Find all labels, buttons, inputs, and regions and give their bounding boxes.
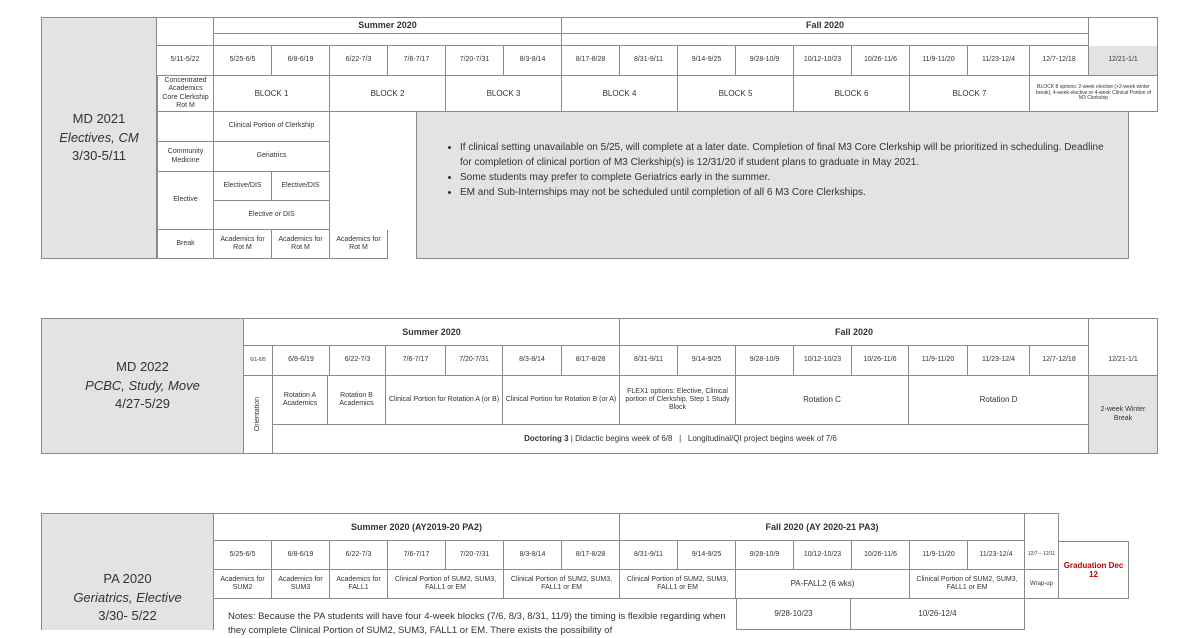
md2022-flex1: FLEX1 options: Elective, Clinical portion of Clerkship, Step 1 Study Block: [620, 376, 736, 425]
md2022-label-panel: [41, 318, 244, 454]
pa2020-graduation: Graduation Dec 12: [1059, 541, 1129, 599]
md2021-week-cell: 12/7-12/18: [1030, 46, 1089, 76]
pa2020-range-1: 9/28-10/23: [736, 599, 851, 630]
md2021-week-cell: 9/28-10/9: [736, 46, 794, 76]
md2022-rotation-a-academics: Rotation A Academics: [273, 376, 328, 425]
md2021-week-cell: 7/20-7/31: [446, 46, 504, 76]
md2022-title: MD 2022: [116, 358, 169, 374]
md2021-block-8-note: BLOCK 8 options: 2-week elective (+2-week winter break), 4-week elective or 4-week Clinical Portion of M3 Clerkship: [1030, 76, 1158, 112]
md2021-academics-rot-m-1: Academics for Rot M: [214, 230, 272, 259]
md2022-week-cell: 8/17-8/28: [562, 346, 620, 376]
md2021-week-cell: 11/9-11/20: [910, 46, 968, 76]
md2021-block-3: BLOCK 3: [446, 76, 562, 112]
md2021-label-panel: [41, 17, 157, 259]
md2021-block-4: BLOCK 4: [562, 76, 678, 112]
md2022-doctoring-title: Doctoring 3: [524, 434, 569, 444]
pa2020-range-2: 10/26-12/4: [851, 599, 1025, 630]
pa2020-week-cell: 7/6-7/17: [388, 541, 446, 570]
md2021-header-spacer: [157, 17, 214, 46]
md2022-week-cell: 12/7-12/18: [1030, 346, 1089, 376]
pa2020-week-cell: 10/12-10/23: [794, 541, 852, 570]
md2021-week-cell: 8/17-8/28: [562, 46, 620, 76]
md2022-summer-header: Summer 2020: [244, 318, 620, 346]
md2021-week-cell: 8/3-8/14: [504, 46, 562, 76]
pa2020-week-cell: 8/17-8/28: [562, 541, 620, 570]
md2022-week-cell: 10/12-10/23: [794, 346, 852, 376]
md2022-rotation-d: Rotation D: [909, 376, 1089, 425]
md2022-subtitle: PCBC, Study, Move: [85, 377, 200, 393]
pa2020-week-cell: 9/28-10/9: [736, 541, 794, 570]
md2021-week-cell: 6/8-6/19: [272, 46, 330, 76]
pa2020-week-cell: 6/22-7/3: [330, 541, 388, 570]
md2021-summer-header: Summer 2020: [214, 17, 562, 34]
md2022-week-cell: 6/22-7/3: [330, 346, 386, 376]
pa2020-title: PA 2020: [103, 570, 152, 586]
md2021-week-cell: 6/22-7/3: [330, 46, 388, 76]
md2022-week-cell: 6/1-6/5: [244, 346, 273, 376]
pa2020-header-right: [1025, 513, 1059, 541]
md2022-week-cell: 8/3-8/14: [503, 346, 562, 376]
md2021-fall-header: Fall 2020: [562, 17, 1089, 34]
md2021-note-3: • EM and Sub-Internships may not be scheduled until completion of all 6 M3 Core Clerkships.: [460, 185, 1104, 200]
pa2020-subtitle: Geriatrics, Elective: [73, 589, 182, 605]
pa2020-clinical-2: Clinical Portion of SUM2, SUM3, FALL1 or EM: [504, 570, 620, 599]
md2021-block-1: BLOCK 1: [214, 76, 330, 112]
pa2020-week-cell: 12/7 – 12/11: [1025, 541, 1059, 570]
pa2020-academics-sum2: Academics for SUM2: [214, 570, 272, 599]
md2021-note-1: • If clinical setting unavailable on 5/25, will complete at a later date. Completion of final M3 Core Clerkship will be prioritized in scheduling. Deadline for completion of clinical portion of M3 Clerkship(s) is 12/31/20 if student plans to graduate in May 2021.: [460, 140, 1104, 170]
md2021-row-label-elective: Elective: [157, 172, 214, 230]
md2021-row-label-core: Concentrated Academics Core Clerkship Rot M: [157, 76, 214, 112]
md2021-notes: [444, 140, 1104, 200]
md2021-header-right: [1089, 17, 1158, 46]
md2022-week-cell: 8/31-9/11: [620, 346, 678, 376]
pa2020-wrap-up: Wrap-up: [1025, 570, 1059, 599]
md2022-orientation-cell: [244, 376, 273, 454]
md2022-orientation-label: Orientation: [253, 397, 261, 432]
pa2020-pa-fall2: PA-FALL2 (6 wks): [736, 570, 910, 599]
pa2020-label-panel: [41, 513, 214, 630]
md2021-week-cell: 10/26-11/6: [852, 46, 910, 76]
md2022-clinical-rot-a: Clinical Portion for Rotation A (or B): [386, 376, 503, 425]
md2022-winter-break: 2-week Winter Break: [1089, 376, 1158, 454]
pa2020-week-cell: 11/9-11/20: [910, 541, 968, 570]
md2022-week-cell: 11/23-12/4: [968, 346, 1030, 376]
md2022-dates: 4/27-5/29: [115, 396, 170, 412]
md2021-elective-or-dis: Elective or DIS: [214, 201, 330, 230]
md2022-week-cell: 6/8-6/19: [273, 346, 330, 376]
md2021-week-cell: 12/21-1/1: [1089, 46, 1158, 76]
md2021-week-cell: 9/14-9/25: [678, 46, 736, 76]
md2022-rotation-b-academics: Rotation B Academics: [328, 376, 386, 425]
md2022-header-right: [1089, 318, 1158, 346]
pa2020-week-cell: 11/23-12/4: [968, 541, 1025, 570]
md2022-doctoring-details: Didactic begins week of 6/8 | Longitudinal/QI project begins week of 7/6: [575, 434, 837, 444]
md2021-week-cell: 7/6-7/17: [388, 46, 446, 76]
md2022-week-cell: 7/6-7/17: [386, 346, 446, 376]
pa2020-clinical-4: Clinical Portion of SUM2, SUM3, FALL1 or EM: [910, 570, 1025, 599]
md2021-week-cell: 11/23-12/4: [968, 46, 1030, 76]
pa2020-week-cell: 7/20-7/31: [446, 541, 504, 570]
md2022-week-cell: 9/28-10/9: [736, 346, 794, 376]
pa2020-clinical-3: Clinical Portion of SUM2, SUM3, FALL1 or EM: [620, 570, 736, 599]
md2021-title: MD 2021: [72, 110, 126, 126]
md2021-summer-sub: [214, 34, 562, 46]
md2022-week-cell: 12/21-1/1: [1089, 346, 1158, 376]
md2021-week-cell: 5/11-5/22: [157, 46, 214, 76]
md2021-week-cell: 8/31-9/11: [620, 46, 678, 76]
md2022-week-cell: 10/26-11/6: [852, 346, 909, 376]
md2021-geriatrics: Geriatrics: [214, 142, 330, 172]
md2021-block-2: BLOCK 2: [330, 76, 446, 112]
md2021-subtitle: Electives, CM: [59, 129, 139, 145]
md2021-week-cell: 5/25-6/5: [214, 46, 272, 76]
pa2020-week-cell: 5/25-6/5: [214, 541, 272, 570]
md2021-note-2: • Some students may prefer to complete Geriatrics early in the summer.: [460, 170, 1104, 185]
pa2020-academics-fall1: Academics for FALL1: [330, 570, 388, 599]
md2021-block-5: BLOCK 5: [678, 76, 794, 112]
pa2020-week-cell: 10/26-11/6: [852, 541, 910, 570]
md2021-dates: 3/30-5/11: [72, 148, 126, 164]
md2021-clinical-portion: Clinical Portion of Clerkship: [214, 112, 330, 142]
md2022-week-cell: 7/20-7/31: [446, 346, 503, 376]
md2021-elective-dis-1: Elective/DIS: [214, 172, 272, 201]
md2021-fall-sub: [562, 34, 1089, 46]
pa2020-week-cell: 8/3-8/14: [504, 541, 562, 570]
md2022-fall-header: Fall 2020: [620, 318, 1089, 346]
md2021-block-6: BLOCK 6: [794, 76, 910, 112]
pa2020-week-cell: 9/14-9/25: [678, 541, 736, 570]
pa2020-fall-header: Fall 2020 (AY 2020-21 PA3): [620, 513, 1025, 541]
md2021-block-7: BLOCK 7: [910, 76, 1030, 112]
pa2020-summer-header: Summer 2020 (AY2019-20 PA2): [214, 513, 620, 541]
pa2020-week-cell: 8/31-9/11: [620, 541, 678, 570]
md2022-week-cell: 9/14-9/25: [678, 346, 736, 376]
md2021-week-cell: 10/12-10/23: [794, 46, 852, 76]
md2022-rotation-c: Rotation C: [736, 376, 909, 425]
md2021-row-label-break: Break: [157, 230, 214, 259]
pa2020-clinical-1: Clinical Portion of SUM2, SUM3, FALL1 or EM: [388, 570, 504, 599]
md2022-clinical-rot-b: Clinical Portion for Rotation B (or A): [503, 376, 620, 425]
md2021-row-label-blank: [157, 112, 214, 142]
md2021-academics-rot-m-2: Academics for Rot M: [272, 230, 330, 259]
md2021-elective-dis-2: Elective/DIS: [272, 172, 330, 201]
pa2020-week-cell: 6/8-6/19: [272, 541, 330, 570]
md2022-doctoring: Doctoring 3 | Didactic begins week of 6/8 | Longitudinal/QI project begins week of 7/6: [273, 425, 1089, 454]
pa2020-academics-sum3: Academics for SUM3: [272, 570, 330, 599]
md2021-academics-rot-m-3: Academics for Rot M: [330, 230, 388, 259]
md2022-week-cell: 11/9-11/20: [909, 346, 968, 376]
pa2020-dates: 3/30- 5/22: [98, 608, 157, 624]
md2021-row-label-community: Community Medicine: [157, 142, 214, 172]
pa2020-notes: Notes: Because the PA students will have four 4-week blocks (7/6, 8/3, 8/31, 11/9) the timing is flexible regarding when they complete Clinical Portion of SUM2, SUM3, FALL1 or EM. There exists the possibility of: [228, 611, 726, 636]
